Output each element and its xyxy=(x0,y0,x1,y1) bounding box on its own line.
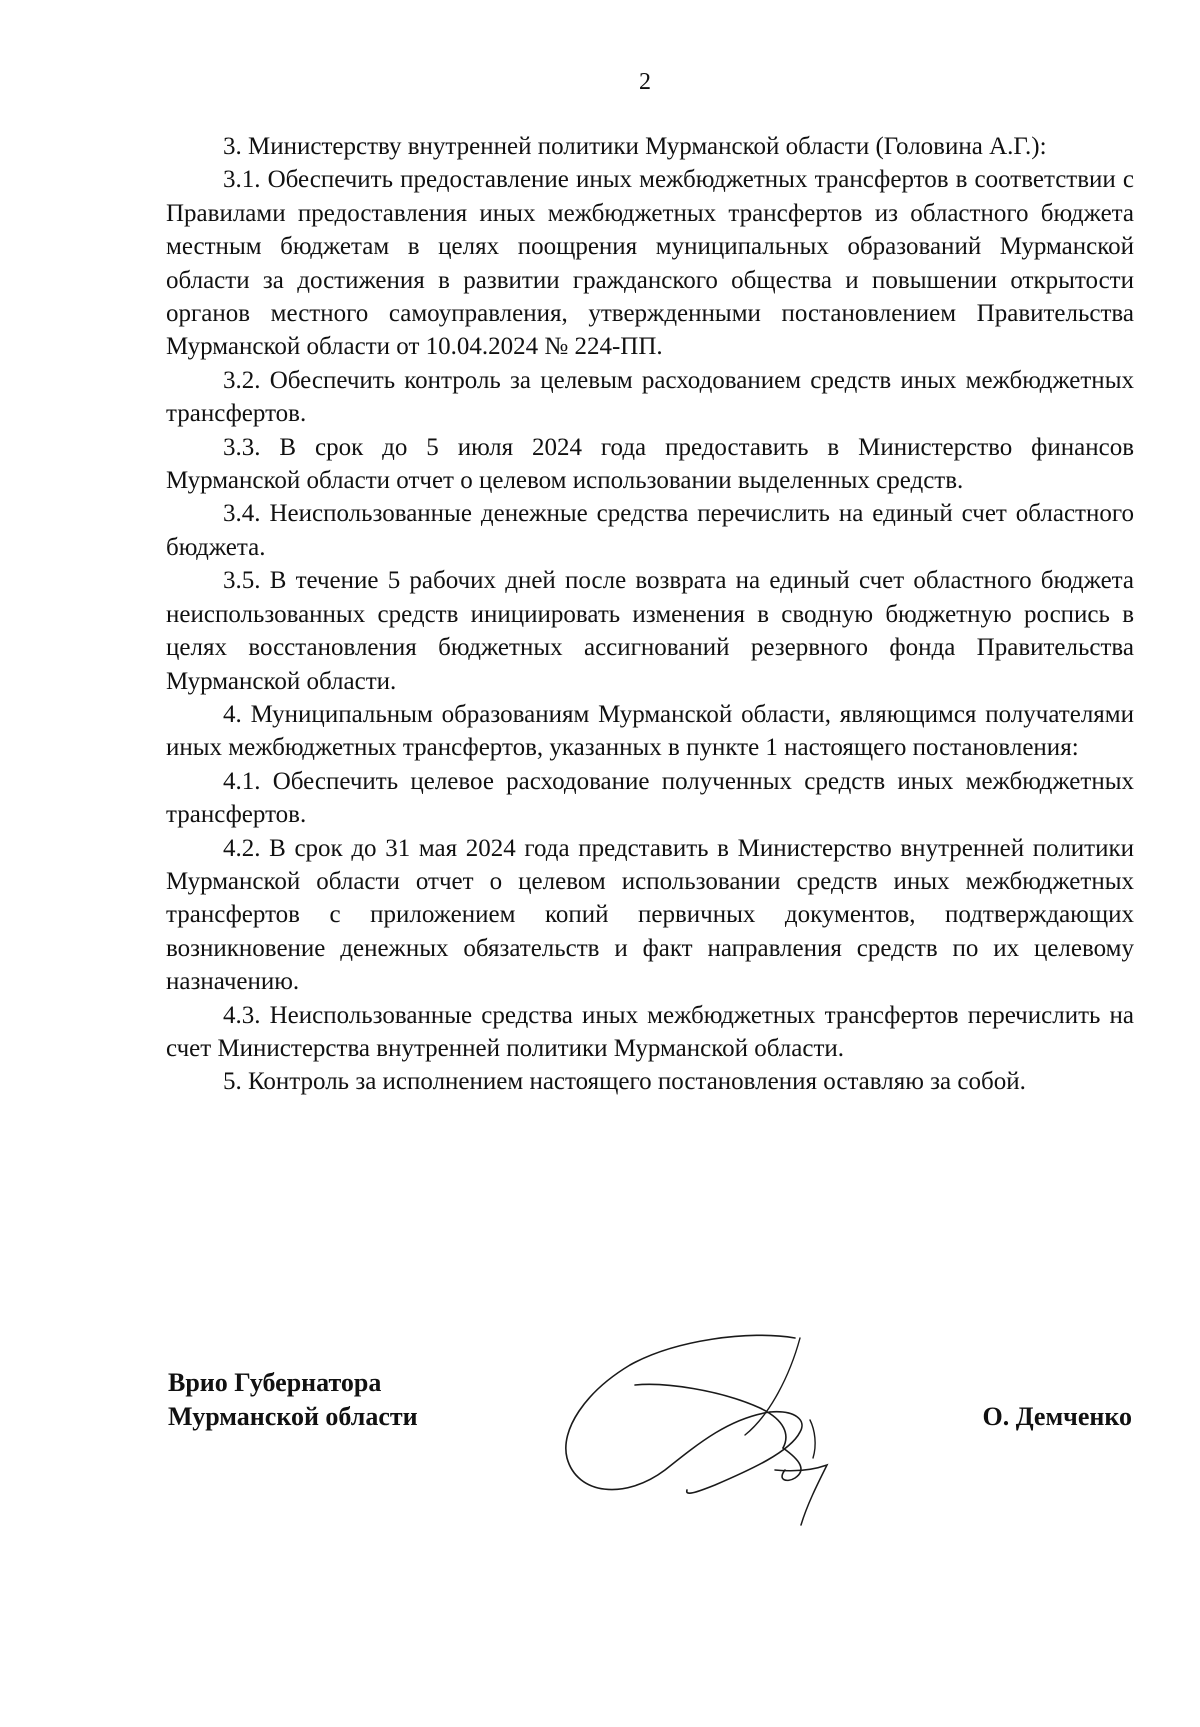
paragraph-5: 5. Контроль за исполнением настоящего постановления оставляю за собой. xyxy=(223,1068,1026,1096)
signatory-title-line-1: Врио Губернатора xyxy=(168,1368,382,1397)
paragraph-3-2: 3.2. Обеспечить контроль за целевым расходованием средств иных межбюджетных трансфертов. xyxy=(166,366,1134,428)
document-body xyxy=(166,130,1134,1099)
signatory-title xyxy=(168,1366,418,1434)
paragraph-4-2: 4.2. В срок до 31 мая 2024 года представить в Министерство внутренней политики Мурманской области отчет о целевом использовании средств иных межбюджетных трансфертов с приложением копий первичных документов, подтверждающих возникновение денежных обязательств и факт направления средств по их целевому назначению. xyxy=(166,834,1134,996)
handwritten-signature-icon xyxy=(545,1320,925,1540)
paragraph-3-3: 3.3. В срок до 5 июля 2024 года предоставить в Министерство финансов Мурманской области отчет о целевом использовании выделенных средств. xyxy=(166,433,1134,495)
signatory-name: О. Демченко xyxy=(982,1402,1132,1431)
paragraph-4-3: 4.3. Неиспользованные средства иных межбюджетных трансфертов перечислить на счет Министерства внутренней политики Мурманской области. xyxy=(166,1001,1134,1062)
signatory-title-line-2: Мурманской области xyxy=(168,1402,418,1431)
paragraph-3-5: 3.5. В течение 5 рабочих дней после возврата на единый счет областного бюджета неиспользованных средств инициировать изменения в сводную бюджетную роспись в целях восстановления бюджетных ассигнований резервного фонда Правительства Мурманской области. xyxy=(166,567,1134,695)
page-number: 2 xyxy=(639,69,651,95)
paragraph-4: 4. Муниципальным образованиям Мурманской области, являющимся получателями иных межбюджетных трансфертов, указанных в пункте 1 настоящего постановления: xyxy=(166,700,1134,762)
paragraph-3: 3. Министерству внутренней политики Мурманской области (Головина А.Г.): xyxy=(223,133,1047,160)
paragraph-3-1: 3.1. Обеспечить предоставление иных межбюджетных трансфертов в соответствии с Правилами предоставления иных межбюджетных трансфертов из областного бюджета местным бюджетам в целях поощрения муниципальных образований Мурманской области за достижения в развитии гражданского общества и повышении открытости органов местного самоуправления, утвержденными постановлением Правительства Мурманской области от 10.04.2024 № 224-ПП. xyxy=(166,166,1134,361)
paragraph-4-1: 4.1. Обеспечить целевое расходование полученных средств иных межбюджетных трансфертов. xyxy=(166,767,1134,829)
paragraph-3-4: 3.4. Неиспользованные денежные средства перечислить на единый счет областного бюджета. xyxy=(166,500,1134,561)
